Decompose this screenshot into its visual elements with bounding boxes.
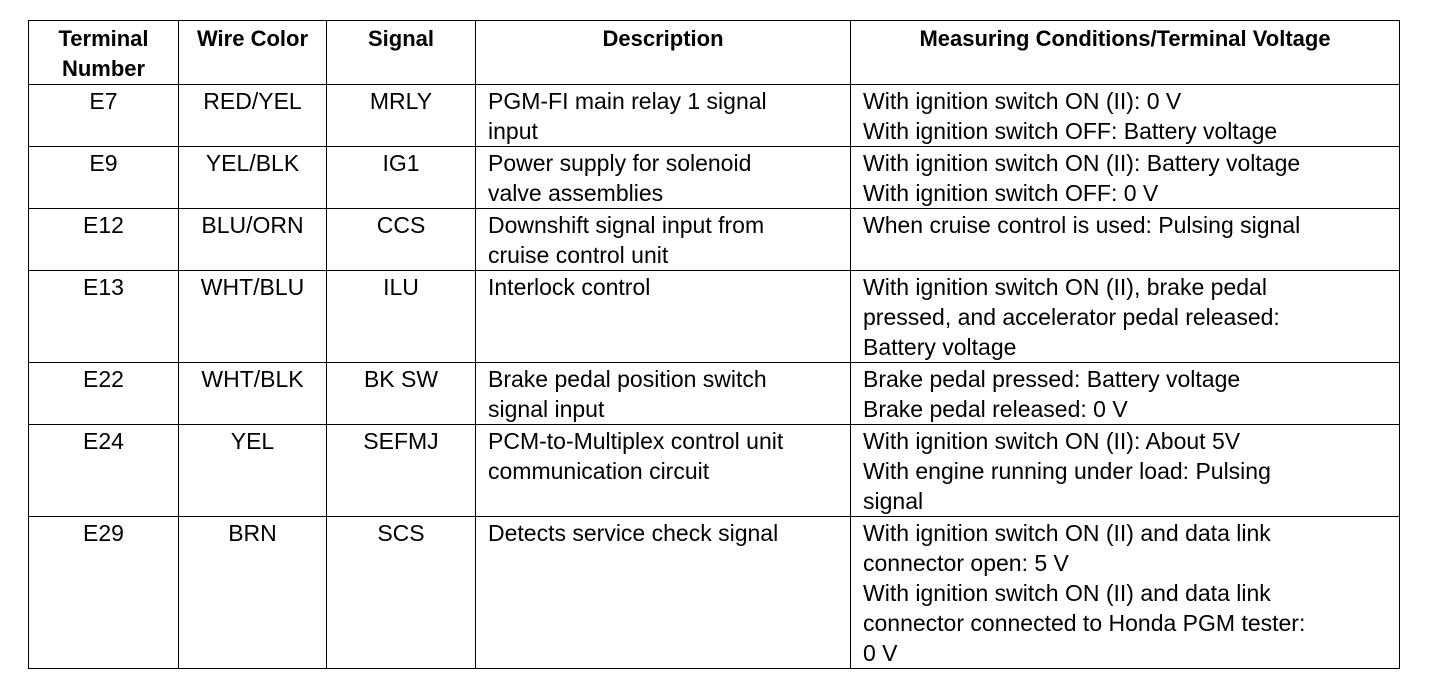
description-line: PGM-FI main relay 1 signal — [488, 88, 767, 114]
header-terminal-number — [29, 21, 179, 85]
conditions-cell — [851, 271, 1400, 363]
description-line: valve assemblies — [488, 180, 664, 206]
terminal-cell: E7 — [29, 85, 179, 147]
condition-line: connector connected to Honda PGM tester: — [863, 610, 1306, 636]
terminal-cell: E24 — [29, 425, 179, 517]
table-row — [29, 425, 1400, 517]
signal-cell: SCS — [327, 517, 476, 669]
description-cell — [476, 517, 851, 669]
signal-cell: BK SW — [327, 363, 476, 425]
terminal-cell: E12 — [29, 209, 179, 271]
conditions-cell — [851, 147, 1400, 209]
description-line: signal input — [488, 396, 605, 422]
conditions-cell — [851, 517, 1400, 669]
signal-cell: ILU — [327, 271, 476, 363]
conditions-cell — [851, 209, 1400, 271]
description-cell — [476, 209, 851, 271]
condition-line: With ignition switch OFF: 0 V — [863, 180, 1159, 206]
condition-line: With ignition switch OFF: Battery voltage — [863, 118, 1278, 144]
wire-color-cell: RED/YEL — [179, 85, 327, 147]
table-row — [29, 517, 1400, 669]
terminal-cell: E22 — [29, 363, 179, 425]
condition-line: Battery voltage — [863, 334, 1017, 360]
table-row — [29, 363, 1400, 425]
table-header — [29, 21, 1400, 85]
terminal-cell: E29 — [29, 517, 179, 669]
header-description: Description — [476, 21, 851, 85]
condition-line: Brake pedal pressed: Battery voltage — [863, 366, 1241, 392]
header-terminal-number-line: Number — [61, 56, 146, 81]
header-conditions: Measuring Conditions/Terminal Voltage — [851, 21, 1400, 85]
table-row — [29, 85, 1400, 147]
description-line: input — [488, 118, 538, 144]
description-cell — [476, 425, 851, 517]
wire-color-cell: YEL/BLK — [179, 147, 327, 209]
description-line: cruise control unit — [488, 242, 669, 268]
description-line: Downshift signal input from — [488, 212, 765, 238]
header-row — [29, 21, 1400, 85]
description-cell — [476, 271, 851, 363]
terminal-cell: E9 — [29, 147, 179, 209]
description-line: Detects service check signal — [488, 520, 779, 546]
header-wire-color: Wire Color — [179, 21, 327, 85]
table-row — [29, 271, 1400, 363]
condition-line: Brake pedal released: 0 V — [863, 396, 1128, 422]
table-body — [29, 85, 1400, 669]
condition-line: When cruise control is used: Pulsing signal — [863, 212, 1301, 238]
terminal-cell: E13 — [29, 271, 179, 363]
conditions-cell — [851, 85, 1400, 147]
condition-line: signal — [863, 488, 924, 514]
description-line: PCM-to-Multiplex control unit — [488, 428, 784, 454]
condition-line: With ignition switch ON (II), brake pedal — [863, 274, 1267, 300]
signal-cell: CCS — [327, 209, 476, 271]
description-cell — [476, 85, 851, 147]
description-line: communication circuit — [488, 458, 710, 484]
wire-color-cell: WHT/BLK — [179, 363, 327, 425]
condition-line: With ignition switch ON (II) and data link — [863, 580, 1271, 606]
header-signal: Signal — [327, 21, 476, 85]
condition-line: connector open: 5 V — [863, 550, 1069, 576]
wire-color-cell: BLU/ORN — [179, 209, 327, 271]
conditions-cell — [851, 425, 1400, 517]
condition-line: With ignition switch ON (II) and data link — [863, 520, 1271, 546]
signal-cell: SEFMJ — [327, 425, 476, 517]
description-cell — [476, 363, 851, 425]
header-terminal-number-line: Terminal — [58, 26, 149, 51]
description-cell — [476, 147, 851, 209]
condition-line: pressed, and accelerator pedal released: — [863, 304, 1280, 330]
condition-line: 0 V — [863, 640, 898, 666]
condition-line: With ignition switch ON (II): Battery voltage — [863, 150, 1301, 176]
condition-line: With ignition switch ON (II): About 5V — [863, 428, 1241, 454]
table-row — [29, 209, 1400, 271]
wire-color-cell: BRN — [179, 517, 327, 669]
wire-color-cell: YEL — [179, 425, 327, 517]
condition-line: With engine running under load: Pulsing — [863, 458, 1271, 484]
description-line: Interlock control — [488, 274, 651, 300]
description-line: Brake pedal position switch — [488, 366, 767, 392]
terminal-voltage-table — [28, 20, 1400, 669]
condition-line: With ignition switch ON (II): 0 V — [863, 88, 1182, 114]
description-line: Power supply for solenoid — [488, 150, 752, 176]
signal-cell: IG1 — [327, 147, 476, 209]
signal-cell: MRLY — [327, 85, 476, 147]
wire-color-cell: WHT/BLU — [179, 271, 327, 363]
table-row — [29, 147, 1400, 209]
conditions-cell — [851, 363, 1400, 425]
